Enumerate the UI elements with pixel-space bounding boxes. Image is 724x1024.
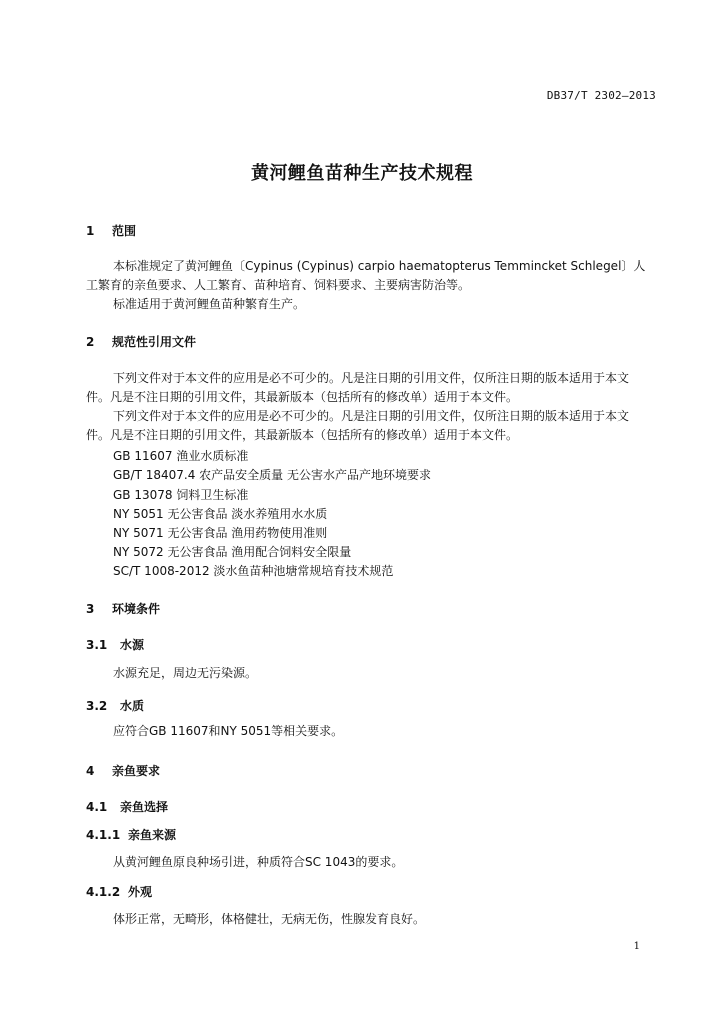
normative-paragraph-2-line-1: 下列文件对于本文件的应用是必不可少的。凡是注日期的引用文件，仅所注日期的版本适用于本文 — [113, 409, 630, 423]
page-number: 1 — [633, 941, 640, 952]
scope-paragraph-line-1: 本标准规定了黄河鲤鱼〔Cypinus (Cypinus) carpio haematopterus Temmincket Schlegel〕人 — [113, 259, 646, 273]
normative-paragraph-2-line-2: 件。凡是不注日期的引用文件，其最新版本（包括所有的修改单）适用于本文件。 — [86, 428, 519, 442]
normative-paragraph-1-line-1: 下列文件对于本文件的应用是必不可少的。凡是注日期的引用文件，仅所注日期的版本适用于本文 — [113, 371, 630, 385]
standard-number: DB37/T 2302—2013 — [546, 89, 656, 102]
section-title: 水源 — [120, 638, 145, 652]
scope-paragraph-line-2: 工繁育的亲鱼要求、人工繁育、苗种培育、饲料要求、主要病害防治等。 — [86, 278, 471, 292]
section-number: 3.1 — [86, 638, 108, 652]
section-4-1-1-heading — [86, 826, 176, 843]
section-number: 3.2 — [86, 699, 108, 713]
section-2-heading — [86, 333, 196, 350]
section-3-heading — [86, 600, 160, 617]
reference-item: SC/T 1008-2012 淡水鱼苗种池塘常规培育技术规范 — [113, 564, 394, 578]
section-number: 1 — [86, 224, 95, 238]
reference-item: NY 5072 无公害食品 渔用配合饲料安全限量 — [113, 545, 352, 559]
section-title: 外观 — [128, 885, 153, 899]
reference-item: GB 11607 渔业水质标准 — [113, 449, 249, 463]
section-number: 4.1.2 — [86, 885, 121, 899]
section-number: 4 — [86, 764, 95, 778]
water-quality-text: 应符合GB 11607和NY 5051等相关要求。 — [113, 724, 344, 738]
section-3-2-heading — [86, 697, 144, 714]
section-4-1-2-heading — [86, 883, 152, 900]
section-number: 4.1.1 — [86, 828, 121, 842]
appearance-text: 体形正常，无畸形，体格健壮，无病无伤，性腺发育良好。 — [113, 912, 426, 926]
reference-item: NY 5051 无公害食品 淡水养殖用水水质 — [113, 507, 328, 521]
section-title: 环境条件 — [112, 602, 161, 616]
section-number: 3 — [86, 602, 95, 616]
section-title: 规范性引用文件 — [112, 335, 197, 349]
section-4-1-heading — [86, 798, 168, 815]
scope-applicability-paragraph: 标准适用于黄河鲤鱼苗种繁育生产。 — [113, 297, 306, 311]
section-title: 亲鱼来源 — [128, 828, 177, 842]
section-title: 水质 — [120, 699, 145, 713]
reference-item: GB/T 18407.4 农产品安全质量 无公害水产品产地环境要求 — [113, 468, 431, 482]
section-title: 亲鱼选择 — [120, 800, 169, 814]
section-title: 亲鱼要求 — [112, 764, 161, 778]
section-1-heading — [86, 222, 136, 239]
reference-item: GB 13078 饲料卫生标准 — [113, 488, 249, 502]
reference-item: NY 5071 无公害食品 渔用药物使用准则 — [113, 526, 328, 540]
document-title: 黄河鲤鱼苗种生产技术规程 — [251, 163, 473, 184]
water-source-text: 水源充足，周边无污染源。 — [113, 666, 258, 680]
section-number: 4.1 — [86, 800, 108, 814]
broodstock-source-text: 从黄河鲤鱼原良种场引进，种质符合SC 1043的要求。 — [113, 855, 404, 869]
section-title: 范围 — [112, 224, 137, 238]
section-3-1-heading — [86, 636, 144, 653]
section-4-heading — [86, 762, 160, 779]
section-number: 2 — [86, 335, 95, 349]
normative-paragraph-1-line-2: 件。凡是不注日期的引用文件，其最新版本（包括所有的修改单）适用于本文件。 — [86, 390, 519, 404]
